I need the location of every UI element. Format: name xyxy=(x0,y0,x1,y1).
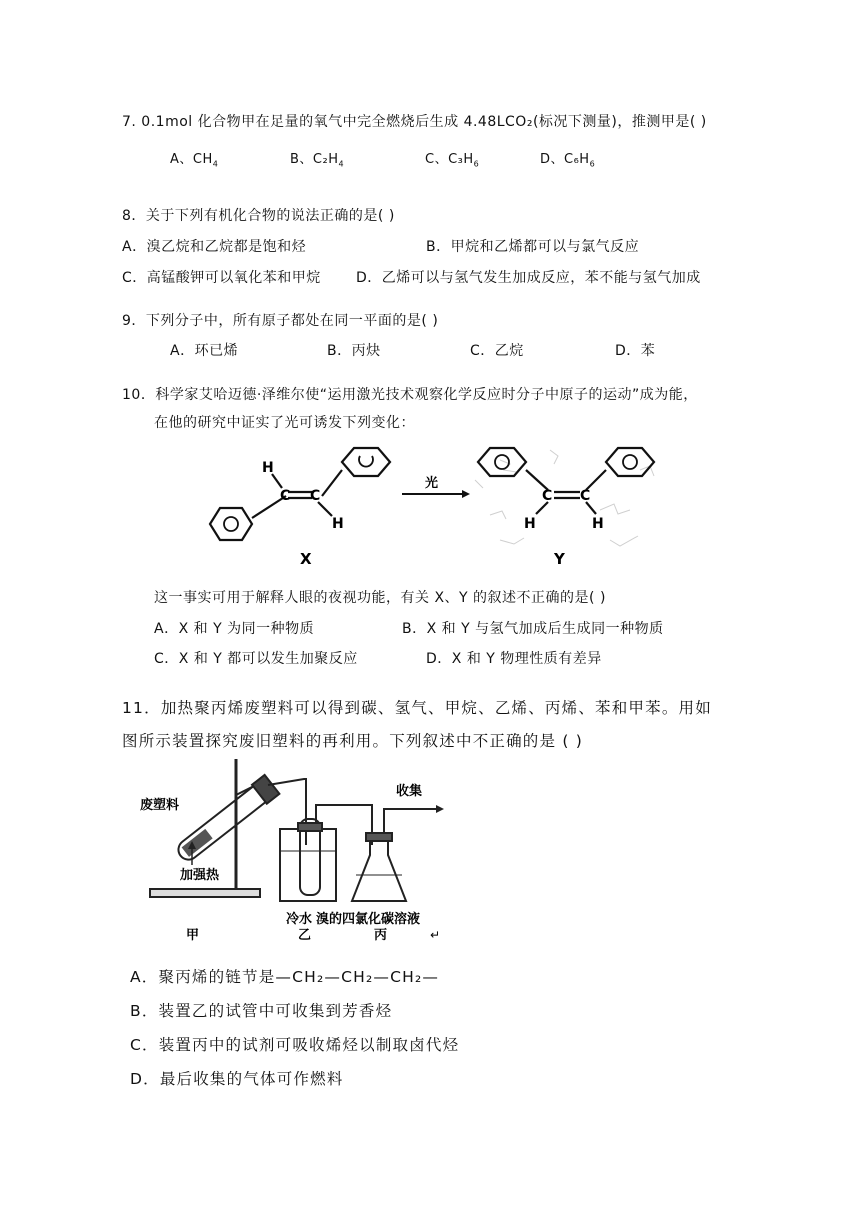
q7-option-c: C、$C_3H_6$ xyxy=(425,152,480,169)
molecule-y-label: Y xyxy=(554,550,565,568)
label-bromine-solution: 溴的四氯化碳溶液 xyxy=(316,912,421,927)
benzene-ring-icon xyxy=(606,448,654,476)
q8-option-d: D．乙烯可以与氢气发生加成反应，苯不能与氢气加成 xyxy=(356,270,701,286)
atom-c: C xyxy=(580,488,591,504)
apparatus-diagram xyxy=(140,755,450,945)
q7-stem: 7. 0.1mol 化合物甲在足量的氧气中完全燃烧后生成 4.48LCO₂(标况下测量)，推测甲是( ) xyxy=(122,114,707,130)
label-strong-heat: 加强热 xyxy=(180,868,220,883)
q11-option-c: C．装置丙中的试剂可吸收烯烃以制取卤代烃 xyxy=(130,1036,460,1054)
label-cold-water: 冷水 xyxy=(286,912,313,927)
q10-option-d: D．X 和 Y 物理性质有差异 xyxy=(426,651,602,667)
benzene-ring-icon xyxy=(342,448,390,476)
atom-c: C xyxy=(310,488,321,504)
q10-option-b: B．X 和 Y 与氢气加成后生成同一种物质 xyxy=(402,621,664,637)
arrow-head-icon xyxy=(462,490,470,498)
iron-stand-base xyxy=(150,889,260,897)
atom-h: H xyxy=(332,516,344,532)
q8-option-a: A．溴乙烷和乙烷都是饱和烃 xyxy=(122,239,307,255)
beaker-yi xyxy=(280,829,336,901)
label-collect: 收集 xyxy=(396,784,423,799)
atom-h: H xyxy=(592,516,604,532)
arrow-head-icon xyxy=(436,805,444,813)
isomerization-diagram xyxy=(200,440,690,580)
q9-option-b: B．丙炔 xyxy=(327,343,381,359)
molecule-x xyxy=(210,448,390,540)
q9-option-c: C．乙烷 xyxy=(470,343,524,359)
q7-option-a: A、$CH_4$ xyxy=(170,152,219,169)
q10-option-c: C．X 和 Y 都可以发生加聚反应 xyxy=(154,651,358,667)
q7-option-d: D、$C_6H_6$ xyxy=(540,152,596,169)
q7-option-b: B、$C_2H_4$ xyxy=(290,152,345,169)
q9-option-a: A．环已烯 xyxy=(170,343,239,359)
label-bing: 丙 xyxy=(374,928,388,943)
atom-h: H xyxy=(524,516,536,532)
q8-option-c: C．高锰酸钾可以氧化苯和甲烷 xyxy=(122,270,321,286)
benzene-ring-icon xyxy=(210,508,252,540)
q8-stem: 8．关于下列有机化合物的说法正确的是( ) xyxy=(122,208,395,224)
atom-c: C xyxy=(542,488,553,504)
label-jia: 甲 xyxy=(186,928,200,943)
q11-stem-line2: 图所示装置探究废旧塑料的再利用。下列叙述中不正确的是 ( ) xyxy=(122,732,583,750)
atom-c: C xyxy=(280,488,291,504)
q11-option-d: D．最后收集的气体可作燃料 xyxy=(130,1070,344,1088)
molecule-x-label: X xyxy=(300,550,312,568)
label-yi: 乙 xyxy=(298,928,312,943)
delivery-tube-2 xyxy=(316,805,372,845)
molecule-y xyxy=(478,448,654,514)
benzene-ring-icon xyxy=(478,448,526,476)
q9-stem: 9．下列分子中，所有原子都处在同一平面的是( ) xyxy=(122,313,439,329)
q10-stem-line2: 在他的研究中证实了光可诱发下列变化： xyxy=(154,415,415,431)
conical-flask-bing xyxy=(352,835,406,901)
q10-stem-line1: 10．科学家艾哈迈德·泽维尔使“运用激光技术观察化学反应时分子中原子的运动”成为能， xyxy=(122,387,698,403)
q11-option-b: B．装置乙的试管中可收集到芳香烃 xyxy=(130,1002,393,1020)
label-waste-plastic: 废塑料 xyxy=(140,798,180,813)
atom-h: H xyxy=(262,460,274,476)
q9-option-d: D．苯 xyxy=(615,343,656,359)
return-mark: ↵ xyxy=(430,928,441,942)
q11-stem-line1: 11．加热聚丙烯废塑料可以得到碳、氢气、甲烷、乙烯、丙烯、苯和甲苯。用如 xyxy=(122,699,712,717)
q11-option-a: A．聚丙烯的链节是—CH₂—CH₂—CH₂— xyxy=(130,968,440,986)
q8-option-b: B．甲烷和乙烯都可以与氯气反应 xyxy=(426,239,640,255)
q10-option-a: A．X 和 Y 为同一种物质 xyxy=(154,621,315,637)
light-label: 光 xyxy=(425,476,439,491)
q10-stem-line3: 这一事实可用于解释人眼的夜视功能，有关 X、Y 的叙述不正确的是( ) xyxy=(154,590,606,606)
